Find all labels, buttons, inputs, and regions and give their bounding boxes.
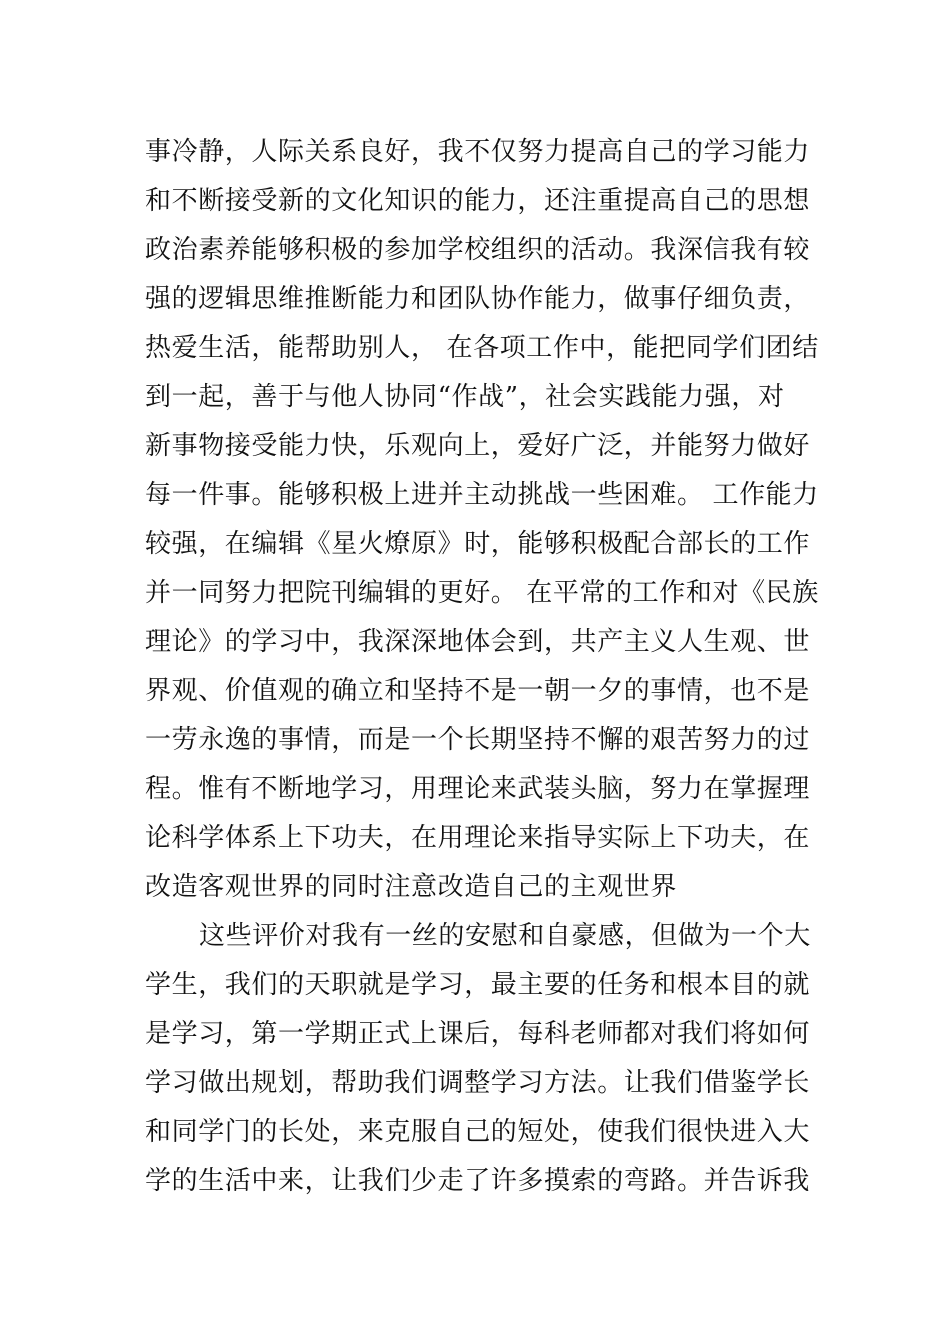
text-line: 和不断接受新的文化知识的能力，还注重提高自己的思想 bbox=[145, 186, 811, 216]
text-line: 学习做出规划，帮助我们调整学习方法。让我们借鉴学长 bbox=[145, 1068, 811, 1098]
text-line: 界观、价值观的确立和坚持不是一朝一夕的事情，也不是 bbox=[145, 676, 811, 706]
text-line: 新事物接受能力快，乐观向上，爱好广泛，并能努力做好 bbox=[145, 431, 811, 461]
text-line: 并一同努力把院刊编辑的更好。 在平常的工作和对《民族 bbox=[145, 578, 819, 608]
text-line: 热爱生活，能帮助别人， 在各项工作中，能把同学们团结 bbox=[145, 333, 819, 363]
text-line: 事冷静，人际关系良好，我不仅努力提高自己的学习能力 bbox=[145, 137, 811, 167]
text-line: 论科学体系上下功夫，在用理论来指导实际上下功夫，在 bbox=[145, 823, 811, 853]
text-line: 改造客观世界的同时注意改造自己的主观世界 bbox=[145, 872, 678, 902]
text-line: 程。惟有不断地学习，用理论来武装头脑，努力在掌握理 bbox=[145, 774, 811, 804]
text-line: 这些评价对我有一丝的安慰和自豪感，但做为一个大 bbox=[199, 921, 811, 951]
text-line: 和同学门的长处，来克服自己的短处，使我们很快进入大 bbox=[145, 1117, 811, 1147]
text-line: 强的逻辑思维推断能力和团队协作能力，做事仔细负责， bbox=[145, 284, 811, 314]
paragraph-2 bbox=[145, 912, 810, 1206]
text-line: 一劳永逸的事情，而是一个长期坚持不懈的艰苦努力的过 bbox=[145, 725, 811, 755]
text-line: 较强，在编辑《星火燎原》时，能够积极配合部长的工作 bbox=[145, 529, 811, 559]
document-body bbox=[145, 128, 819, 1206]
text-line: 政治素养能够积极的参加学校组织的活动。我深信我有较 bbox=[145, 235, 811, 265]
text-line: 是学习，第一学期正式上课后，每科老师都对我们将如何 bbox=[145, 1019, 811, 1049]
paragraph-1 bbox=[145, 128, 819, 912]
text-line: 每一件事。能够积极上进并主动挑战一些困难。 工作能力 bbox=[145, 480, 819, 510]
text-line: 到一起，善于与他人协同“作战”，社会实践能力强，对 bbox=[145, 382, 785, 412]
text-line: 理论》的学习中，我深深地体会到，共产主义人生观、世 bbox=[145, 627, 811, 657]
text-line: 学生，我们的天职就是学习，最主要的任务和根本目的就 bbox=[145, 970, 811, 1000]
text-line: 学的生活中来，让我们少走了许多摸索的弯路。并告诉我 bbox=[145, 1166, 811, 1196]
